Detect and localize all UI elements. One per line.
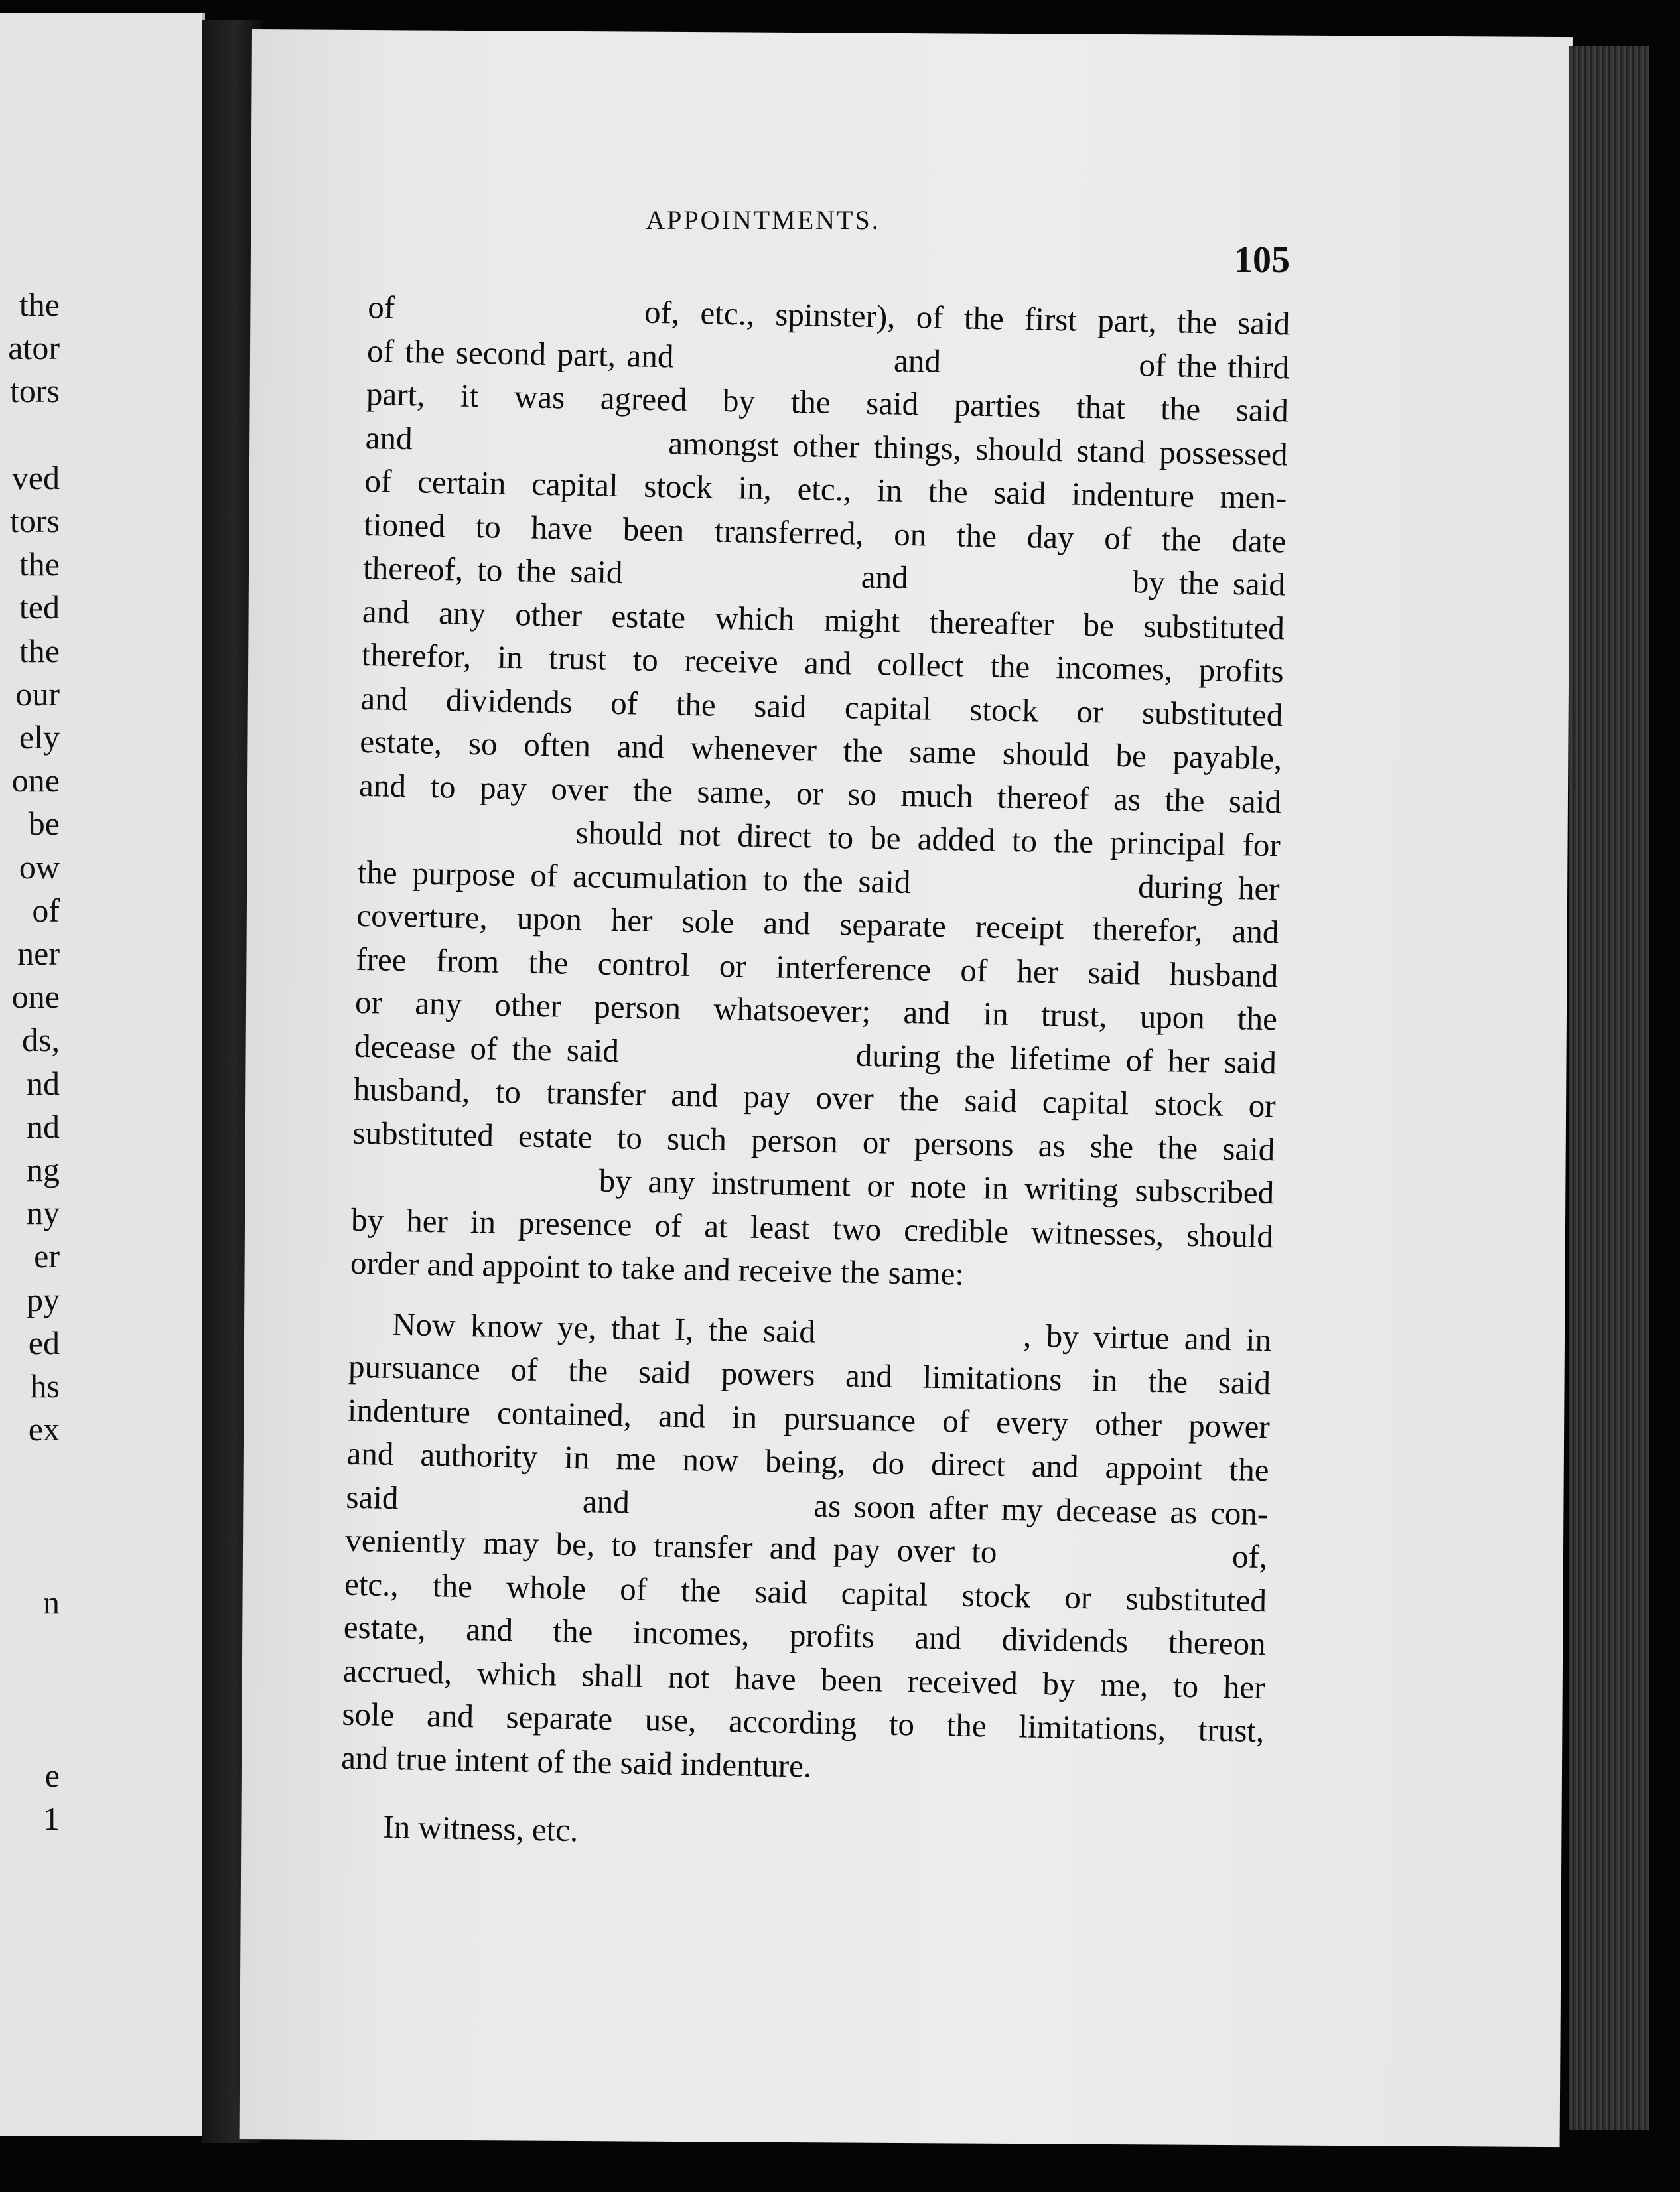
text-line: accrued, which shall not have been received by me, to her bbox=[342, 1652, 1266, 1706]
text-line: and to pay over the same, or so much thereof as the said bbox=[358, 766, 1282, 820]
left-page-fragment: 1 bbox=[43, 1800, 60, 1837]
text-line: estate, so often and whenever the same should be payable, bbox=[359, 722, 1283, 777]
text-line: by any instrument or note in writing subscribed bbox=[351, 1157, 1275, 1211]
text-line: of of, etc., spinster), of the first part, the said bbox=[367, 288, 1291, 342]
left-page-fragment: ng bbox=[27, 1151, 60, 1188]
page-number: 105 bbox=[1234, 240, 1290, 281]
left-page-fragment: tors bbox=[10, 502, 60, 539]
text-line: veniently may be, to transfer and pay over to of, bbox=[344, 1521, 1268, 1576]
text-line: therefor, in trust to receive and collect the incomes, profits bbox=[361, 636, 1285, 690]
left-page-fragment: py bbox=[27, 1280, 60, 1318]
text-line: estate, and the incomes, profits and dividends thereon bbox=[343, 1608, 1267, 1663]
text-line: the purpose of accumulation to the said during her bbox=[357, 853, 1281, 907]
text-line: and any other estate which might thereafter be substituted bbox=[362, 592, 1285, 646]
text-line: and dividends of the said capital stock or substituted bbox=[360, 679, 1283, 733]
text-line: thereof, to the said and by the said bbox=[362, 549, 1286, 603]
left-page-fragment: ny bbox=[27, 1194, 60, 1232]
left-page-fragment: one bbox=[11, 762, 60, 799]
text-line: and true intent of the said indenture. bbox=[340, 1739, 812, 1785]
previous-page-fragment bbox=[0, 13, 205, 2136]
left-page-fragment: one bbox=[11, 978, 60, 1016]
paragraph-1 bbox=[350, 285, 1290, 1302]
left-page-fragment: the bbox=[19, 286, 60, 323]
text-line: etc., the whole of the said capital stock or substituted bbox=[344, 1565, 1267, 1619]
text-line: and authority in me now being, do direct and appoint the bbox=[346, 1434, 1270, 1489]
left-page-fragment: hs bbox=[30, 1367, 60, 1404]
left-page-fragment: nd bbox=[27, 1107, 60, 1145]
left-page-fragment: e bbox=[44, 1756, 60, 1794]
text-line: of the second part, and and of the third bbox=[366, 332, 1290, 385]
text-line: order and appoint to take and receive the same: bbox=[350, 1244, 965, 1292]
left-page-fragment: ator bbox=[8, 329, 60, 367]
left-page-fragment: ved bbox=[11, 458, 60, 496]
left-page-fragment: the bbox=[19, 632, 60, 669]
left-page-fragment: ted bbox=[19, 588, 60, 626]
left-page-fragment: be bbox=[28, 805, 60, 843]
running-head: APPOINTMENTS. bbox=[646, 205, 880, 235]
page-edges bbox=[1569, 46, 1649, 2130]
text-line: part, it was agreed by the said parties that the said bbox=[366, 375, 1289, 429]
left-page-fragment: ed bbox=[28, 1324, 60, 1361]
text-line: husband, to transfer and pay over the said capital stock or bbox=[353, 1070, 1277, 1125]
left-page-fragment: tors bbox=[10, 372, 60, 410]
text-line: Now know ye, that I, the said , by virtue and in bbox=[391, 1305, 1272, 1358]
text-line: said and as soon after my decease as con- bbox=[346, 1478, 1269, 1532]
left-page-fragment: of bbox=[32, 891, 60, 929]
text-line: of certain capital stock in, etc., in the said indenture men- bbox=[364, 462, 1287, 516]
left-page-fragment: ex bbox=[28, 1410, 60, 1448]
text-line: pursuance of the said powers and limitations in the said bbox=[348, 1347, 1271, 1402]
text-line: or any other person whatsoever; and in trust, upon the bbox=[354, 983, 1278, 1038]
left-page-fragment: n bbox=[43, 1584, 60, 1621]
body-text bbox=[340, 285, 1291, 1865]
text-line: substituted estate to such person or persons as she the said bbox=[352, 1114, 1275, 1168]
left-page-fragment: ow bbox=[19, 848, 60, 886]
left-page-fragment: nd bbox=[27, 1064, 60, 1102]
left-page-fragment: the bbox=[19, 545, 60, 583]
left-page-fragment: ds, bbox=[22, 1021, 60, 1059]
text-line: coverture, upon her sole and separate receipt therefor, and bbox=[356, 896, 1279, 951]
left-page-fragment: our bbox=[15, 675, 60, 713]
text-line: tioned to have been transferred, on the day of the date bbox=[363, 506, 1287, 559]
text-line: indenture contained, and in pursuance of every other power bbox=[347, 1391, 1271, 1445]
left-page-fragment: er bbox=[34, 1237, 60, 1275]
text-line: should not direct to be added to the principal for bbox=[358, 809, 1281, 864]
text-line: and amongst other things, should stand possessed bbox=[365, 419, 1289, 472]
paragraph-2 bbox=[341, 1301, 1272, 1796]
left-page-fragment: ner bbox=[17, 935, 60, 972]
closing-line: In witness, etc. bbox=[382, 1808, 579, 1849]
text-line: by her in presence of at least two credible witnesses, should bbox=[350, 1201, 1274, 1255]
text-line: decease of the said during the lifetime of her said bbox=[354, 1027, 1277, 1081]
text-line: free from the control or interference of her said husband bbox=[355, 940, 1279, 994]
text-line: sole and separate use, according to the limitations, trust, bbox=[342, 1695, 1265, 1749]
left-page-fragment: ely bbox=[19, 719, 60, 756]
